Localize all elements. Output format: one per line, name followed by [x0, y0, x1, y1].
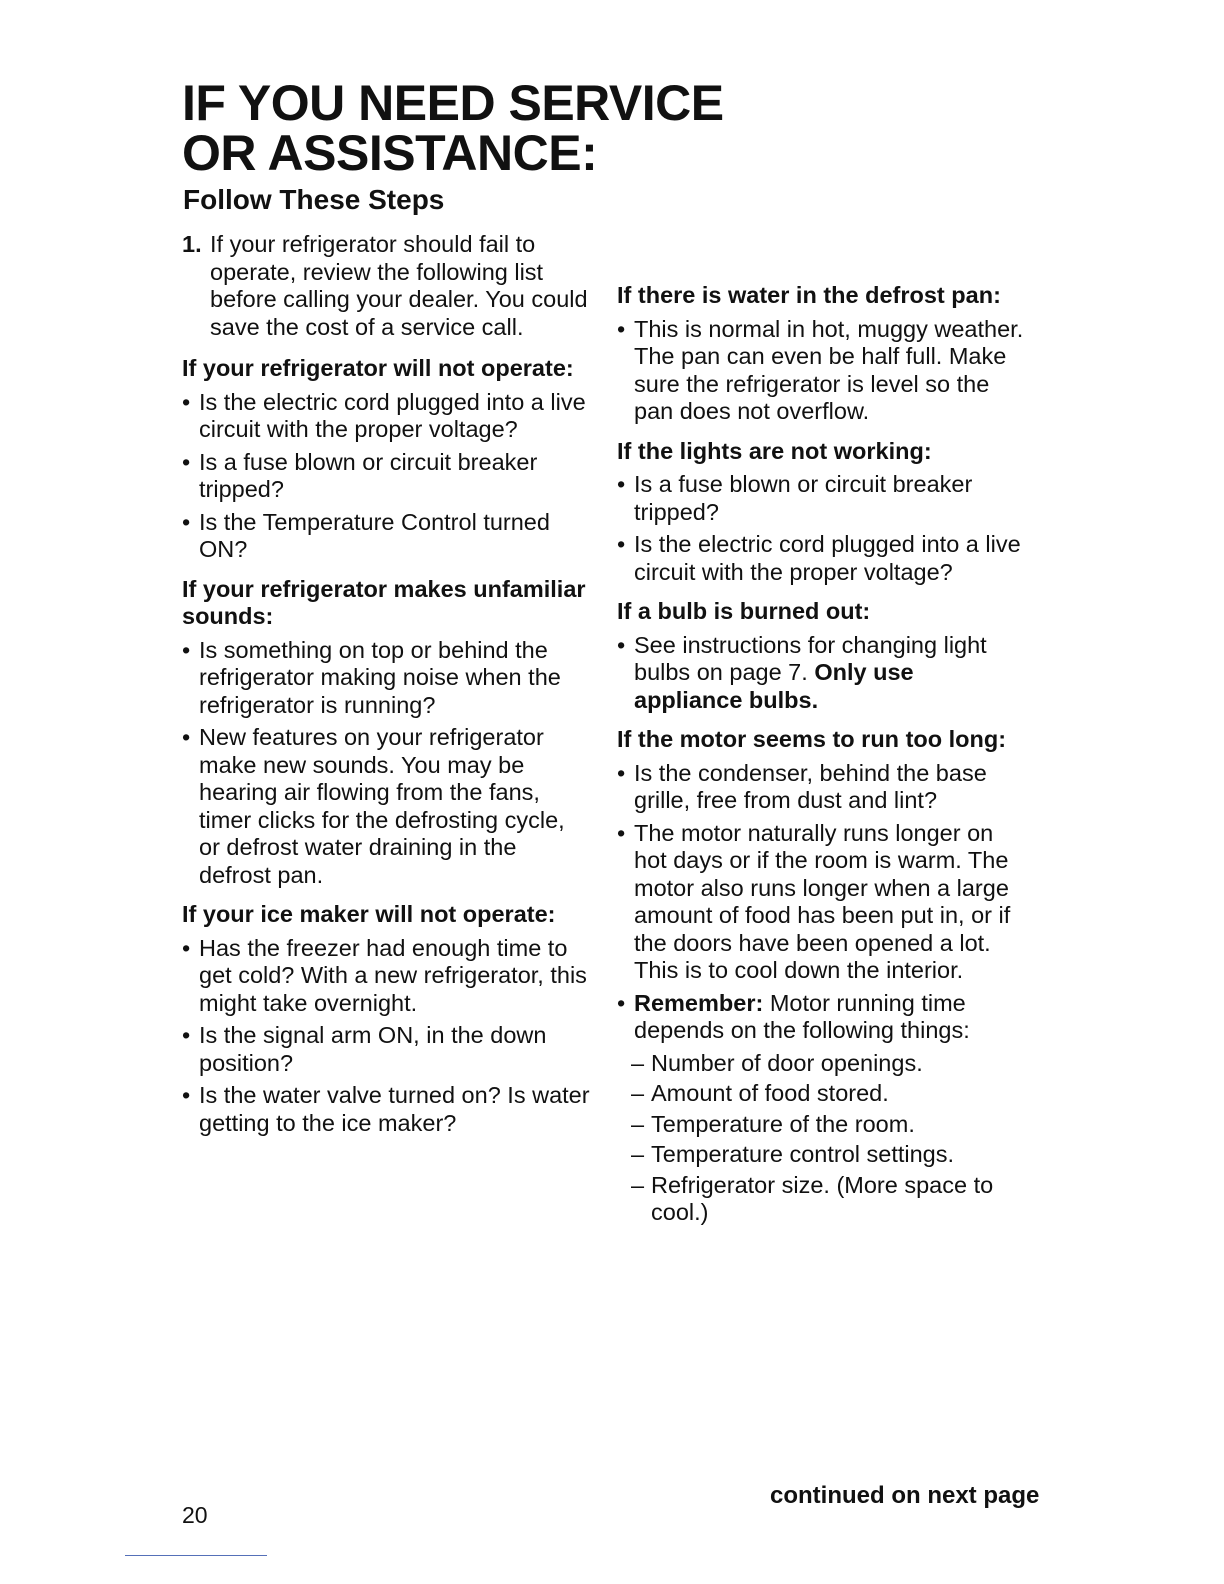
section-heading: If a bulb is burned out:: [617, 598, 871, 624]
factor-item: [617, 1141, 1027, 1169]
section-will-not-operate: [182, 355, 592, 564]
remember-item: [617, 990, 1027, 1045]
remember-label: Remember:: [634, 989, 764, 1016]
step-text: If your refrigerator should fail to operate, review the following list before calling your dealer. You could save the cost of a service call.: [210, 231, 588, 340]
bullet-icon: •: [182, 388, 191, 415]
list-item: [182, 389, 592, 444]
section-bulb: [617, 598, 1027, 714]
factor-text: Number of door openings.: [651, 1049, 923, 1076]
list-item-text: Is the signal arm ON, in the down position?: [199, 1022, 547, 1076]
factor-text: Refrigerator size. (More space to cool.): [651, 1171, 994, 1225]
factor-text: Amount of food stored.: [651, 1080, 889, 1106]
list-item-text: Is the condenser, behind the base grille, free from dust and lint?: [634, 759, 987, 813]
bullet-icon: •: [182, 1082, 191, 1108]
dash-icon: –: [631, 1049, 645, 1076]
list-item-text: Is a fuse blown or circuit breaker tripped?: [634, 471, 973, 525]
section-heading: If the lights are not working:: [617, 437, 932, 464]
dash-icon: –: [631, 1110, 645, 1137]
bullet-icon: •: [182, 724, 191, 750]
continued-note: continued on next page: [770, 1482, 1040, 1509]
bullet-icon: •: [182, 508, 191, 535]
list-item-text: See instructions for changing light bulbs on page 7.: [634, 631, 987, 685]
page-title: [182, 75, 724, 181]
bullet-icon: •: [617, 631, 626, 658]
list-item-text: Is the water valve turned on? Is water getting to the ice maker?: [199, 1082, 590, 1136]
section-defrost-pan: [617, 282, 1027, 426]
bullet-icon: •: [617, 989, 626, 1016]
bullet-icon: •: [617, 819, 626, 846]
list-item-text: The motor naturally runs longer on hot days or if the room is warm. The motor also runs longer when a large amount of food has been put in, or if the doors have been opened a lot. This is to cool down the interior.: [634, 819, 1011, 983]
page-number: 20: [182, 1502, 208, 1528]
list-item-text: Is something on top or behind the refrigerator making noise when the refrigerator is running?: [199, 636, 561, 718]
remember-text: Motor running time depends on the following things:: [634, 989, 970, 1043]
section-motor: [617, 726, 1027, 1227]
section-heading: If your refrigerator will not operate:: [182, 355, 574, 381]
list-item-text: New features on your refrigerator make new sounds. You may be hearing air flowing from the fans, timer clicks for the defrosting cycle, or defrost water draining in the defrost pan.: [199, 724, 565, 888]
bullet-icon: •: [617, 531, 626, 557]
bullet-icon: •: [182, 1022, 191, 1048]
dash-icon: –: [631, 1080, 645, 1106]
list-item: [617, 471, 1027, 526]
bullet-icon: •: [617, 759, 626, 786]
list-item-text: Is the Temperature Control turned ON?: [199, 508, 550, 562]
bullet-icon: •: [182, 934, 191, 961]
list-item: [182, 509, 592, 564]
factor-item: [617, 1050, 1027, 1078]
list-item: [182, 724, 592, 889]
section-heading: If your ice maker will not operate:: [182, 901, 556, 927]
footer-rule: [125, 1555, 267, 1556]
list-item: [617, 820, 1027, 985]
dash-icon: –: [631, 1141, 645, 1167]
subtitle: Follow These Steps: [183, 184, 445, 215]
bullet-icon: •: [617, 315, 626, 342]
section-heading: If your refrigerator makes unfamiliar sounds:: [182, 575, 586, 629]
list-item-text: Is a fuse blown or circuit breaker tripped?: [199, 448, 538, 502]
dash-icon: –: [631, 1171, 645, 1198]
factor-item: [617, 1080, 1027, 1108]
list-item: [617, 760, 1027, 815]
factor-item: [617, 1172, 1027, 1227]
left-column: [182, 231, 592, 1149]
section-heading: If there is water in the defrost pan:: [617, 282, 1001, 308]
list-item-text: Is the electric cord plugged into a live circuit with the proper voltage?: [634, 531, 1021, 585]
list-item: [182, 449, 592, 504]
list-item: [617, 531, 1027, 586]
section-heading: If the motor seems to run too long:: [617, 726, 1007, 752]
title-line-1: IF YOU NEED SERVICE: [182, 75, 724, 131]
section-lights: [617, 438, 1027, 587]
bullet-icon: •: [617, 471, 626, 497]
bulb-warning: Only use appliance bulbs.: [634, 659, 914, 713]
list-item: [182, 1022, 592, 1077]
section-ice-maker: [182, 901, 592, 1137]
factor-text: Temperature of the room.: [651, 1110, 915, 1137]
right-column: [617, 282, 1027, 1239]
factor-item: [617, 1111, 1027, 1139]
factor-text: Temperature control settings.: [651, 1141, 955, 1167]
list-item: [617, 316, 1027, 426]
list-item-text: Has the freezer had enough time to get cold? With a new refrigerator, this might take overnight.: [199, 934, 587, 1016]
bullet-icon: •: [182, 448, 191, 475]
title-line-2: OR ASSISTANCE:: [182, 125, 598, 181]
list-item: [182, 1082, 592, 1137]
section-unfamiliar-sounds: [182, 576, 592, 890]
list-item: [182, 935, 592, 1018]
list-item-text: This is normal in hot, muggy weather. The pan can even be half full. Make sure the refrigerator is level so the pan does not overflow.: [634, 315, 1024, 424]
list-item: [182, 637, 592, 720]
step-number: 1.: [182, 231, 202, 257]
list-item: [617, 632, 1027, 715]
list-item-text: Is the electric cord plugged into a live circuit with the proper voltage?: [199, 388, 586, 442]
bullet-icon: •: [182, 636, 191, 663]
step-1: [182, 231, 592, 341]
